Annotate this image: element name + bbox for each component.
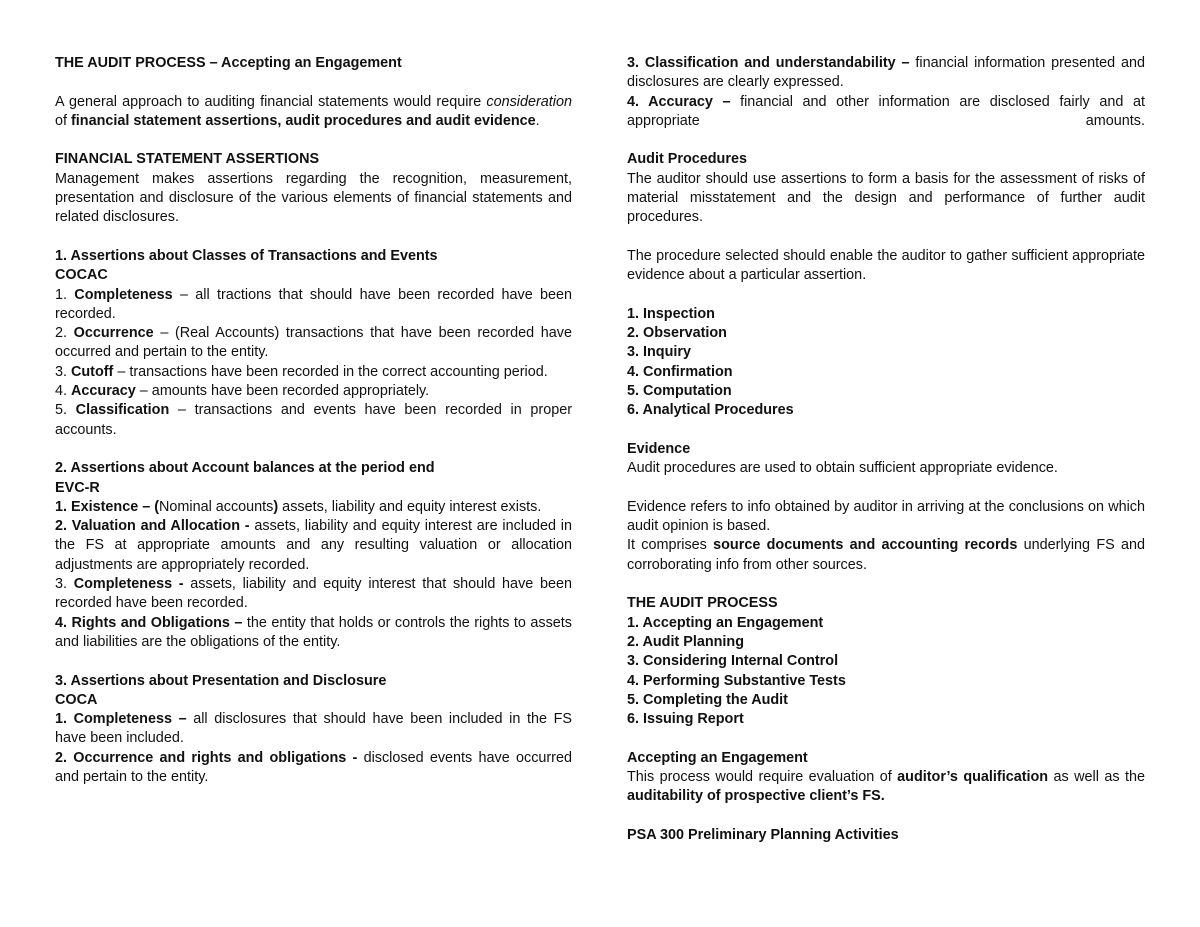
section1-item: 1. Completeness – all tractions that should have been recorded have been recorded. (55, 286, 572, 322)
procedure-list-item: 6. Analytical Procedures (627, 402, 794, 419)
section1-item: 2. Occurrence – (Real Accounts) transactions that have been recorded have occurred and pertain to the entity. (55, 325, 572, 361)
evidence-paragraph: Evidence refers to info obtained by auditor in arriving at the conclusions on which audit opinion is based. (627, 498, 1145, 535)
section2-heading: 2. Assertions about Account balances at the period end (55, 460, 435, 477)
section3-item: 4. Accuracy – financial and other information are disclosed fairly and at appropriate amounts. (627, 93, 1145, 129)
document-title: THE AUDIT PROCESS – Accepting an Engagement (55, 55, 402, 71)
process-heading: THE AUDIT PROCESS (627, 595, 778, 612)
process-list-item: 4. Performing Substantive Tests (627, 672, 846, 689)
procedures-paragraph: The auditor should use assertions to form a basis for the assessment of risks of material misstatement and the design and performance of further audit procedures. (627, 170, 1145, 226)
section3-item: 2. Occurrence and rights and obligations - disclosed events have occurred and pertain to the entity. (55, 749, 572, 785)
section1-item: 4. Accuracy – amounts have been recorded appropriately. (55, 383, 430, 400)
process-list-item: 6. Issuing Report (627, 711, 744, 728)
evidence-paragraph: It comprises source documents and accounting records underlying FS and corroborating info from other sources. (627, 537, 1146, 573)
procedure-list-item: 2. Observation (627, 325, 727, 342)
section1-item: 3. Cutoff – transactions have been recorded in the correct accounting period. (55, 363, 548, 380)
section3-acronym: COCA (55, 691, 98, 708)
section1-heading: 1. Assertions about Classes of Transactions and Events (55, 247, 438, 264)
section2-acronym: EVC-R (55, 479, 100, 496)
section2-item: 4. Rights and Obligations – the entity that holds or controls the rights to assets and liabilities are the obligations of the entity. (55, 614, 572, 650)
process-list-item: 2. Audit Planning (627, 633, 744, 650)
section3-item: 3. Classification and understandability – financial information presented and disclosures are clearly expressed. (627, 55, 1145, 91)
procedure-list-item: 5. Computation (627, 383, 732, 400)
procedures-heading: Audit Procedures (627, 151, 747, 168)
fsa-heading: FINANCIAL STATEMENT ASSERTIONS (55, 151, 320, 168)
section2-item: 1. Existence – (Nominal accounts) assets, liability and equity interest exists. (55, 498, 542, 515)
section1-acronym: COCAC (55, 267, 108, 284)
process-list-item: 5. Completing the Audit (627, 691, 788, 708)
process-list-item: 3. Considering Internal Control (627, 653, 839, 670)
psa-heading: PSA 300 Preliminary Planning Activities (627, 826, 899, 843)
section3-item: 1. Completeness – all disclosures that should have been included in the FS have been included. (55, 711, 572, 747)
accepting-paragraph: This process would require evaluation of auditor’s qualification as well as the auditability of prospective client’s FS. (627, 768, 1146, 805)
section1-item: 5. Classification – transactions and events have been recorded in proper accounts. (55, 402, 572, 438)
procedures-paragraph: The procedure selected should enable the auditor to gather sufficient appropriate evidence about a particular assertion. (627, 247, 1145, 284)
procedure-list-item: 3. Inquiry (627, 344, 691, 361)
section3-heading: 3. Assertions about Presentation and Disclosure (55, 672, 387, 689)
intro-paragraph: A general approach to auditing financial statements would require consideration of financial statement assertions, audit procedures and audit evidence. (55, 93, 572, 129)
procedure-list-item: 4. Confirmation (627, 363, 733, 380)
process-list-item: 1. Accepting an Engagement (627, 614, 824, 631)
fsa-paragraph: Management makes assertions regarding the recognition, measurement, presentation and disclosure of the various elements of financial statements and related disclosures. (55, 170, 572, 226)
evidence-paragraph: Audit procedures are used to obtain sufficient appropriate evidence. (627, 460, 1058, 477)
accepting-heading: Accepting an Engagement (627, 749, 808, 766)
right-column (627, 54, 1145, 845)
evidence-heading: Evidence (627, 440, 691, 457)
procedure-list-item: 1. Inspection (627, 305, 715, 322)
section2-item: 3. Completeness - assets, liability and equity interest that should have been recorded have been recorded. (55, 576, 572, 612)
section2-item: 2. Valuation and Allocation - assets, liability and equity interest are included in the FS at appropriate amounts and any resulting valuation or allocation adjustments are appropriately recorded. (55, 518, 572, 573)
left-column (55, 54, 572, 787)
